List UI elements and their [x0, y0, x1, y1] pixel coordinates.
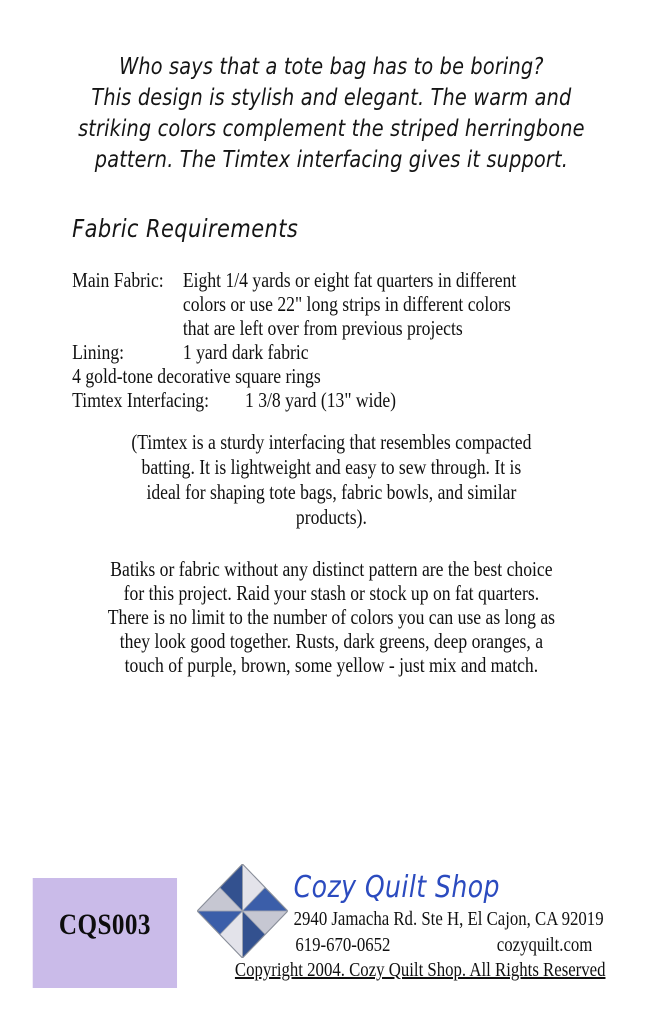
copyright-line: Copyright 2004. Cozy Quilt Shop. All Rights Reserved: [234, 959, 606, 981]
product-code: CQS003: [58, 908, 151, 941]
shop-address: 2940 Jamacha Rd. Ste H, El Cajon, CA 92019: [293, 908, 604, 930]
contact-row: [295, 934, 592, 957]
intro-line: striking colors complement the striped herringbone: [78, 116, 585, 142]
requirement-value: 1 3/8 yard (13" wide): [244, 388, 397, 412]
requirement-value: 4 gold-tone decorative square rings: [72, 364, 321, 388]
fabric-choice-line: There is no limit to the number of colors you can use as long as: [107, 605, 556, 629]
timtex-note-line: (Timtex is a sturdy interfacing that resembles compacted: [131, 430, 532, 454]
product-code-box: [33, 878, 177, 988]
fabric-choice-line: they look good together. Rusts, dark greens, deep oranges, a: [119, 629, 544, 653]
fabric-choice-line: Batiks or fabric without any distinct pattern are the best choice: [110, 557, 553, 581]
pinwheel-logo-icon: [197, 864, 288, 958]
requirement-label: Main Fabric:: [72, 268, 164, 292]
requirement-value: 1 yard dark fabric: [182, 340, 309, 364]
timtex-note-line: batting. It is lightweight and easy to sew through. It is: [141, 455, 522, 479]
fabric-choice-line: touch of purple, brown, some yellow - just mix and match.: [124, 653, 539, 677]
intro-line: This design is stylish and elegant. The warm and: [91, 85, 572, 111]
fabric-choice-line: for this project. Raid your stash or stock up on fat quarters.: [123, 581, 540, 605]
requirement-value: Eight 1/4 yards or eight fat quarters in different colors or use 22" long strips in different colors that are left over from previous projects: [182, 268, 517, 340]
shop-website: cozyquilt.com: [496, 934, 593, 956]
timtex-note-line: products).: [295, 505, 367, 529]
intro-line: Who says that a tote bag has to be boring?: [119, 54, 544, 80]
shop-phone: 619-670-0652: [295, 934, 391, 956]
timtex-note-line: ideal for shaping tote bags, fabric bowls, and similar: [146, 480, 517, 504]
requirement-label: Timtex Interfacing:: [72, 388, 210, 412]
intro-line: pattern. The Timtex interfacing gives it support.: [94, 147, 569, 173]
requirement-label: Lining:: [72, 340, 125, 364]
shop-name: Cozy Quilt Shop: [293, 870, 500, 905]
fabric-requirements-heading: Fabric Requirements: [72, 214, 299, 243]
